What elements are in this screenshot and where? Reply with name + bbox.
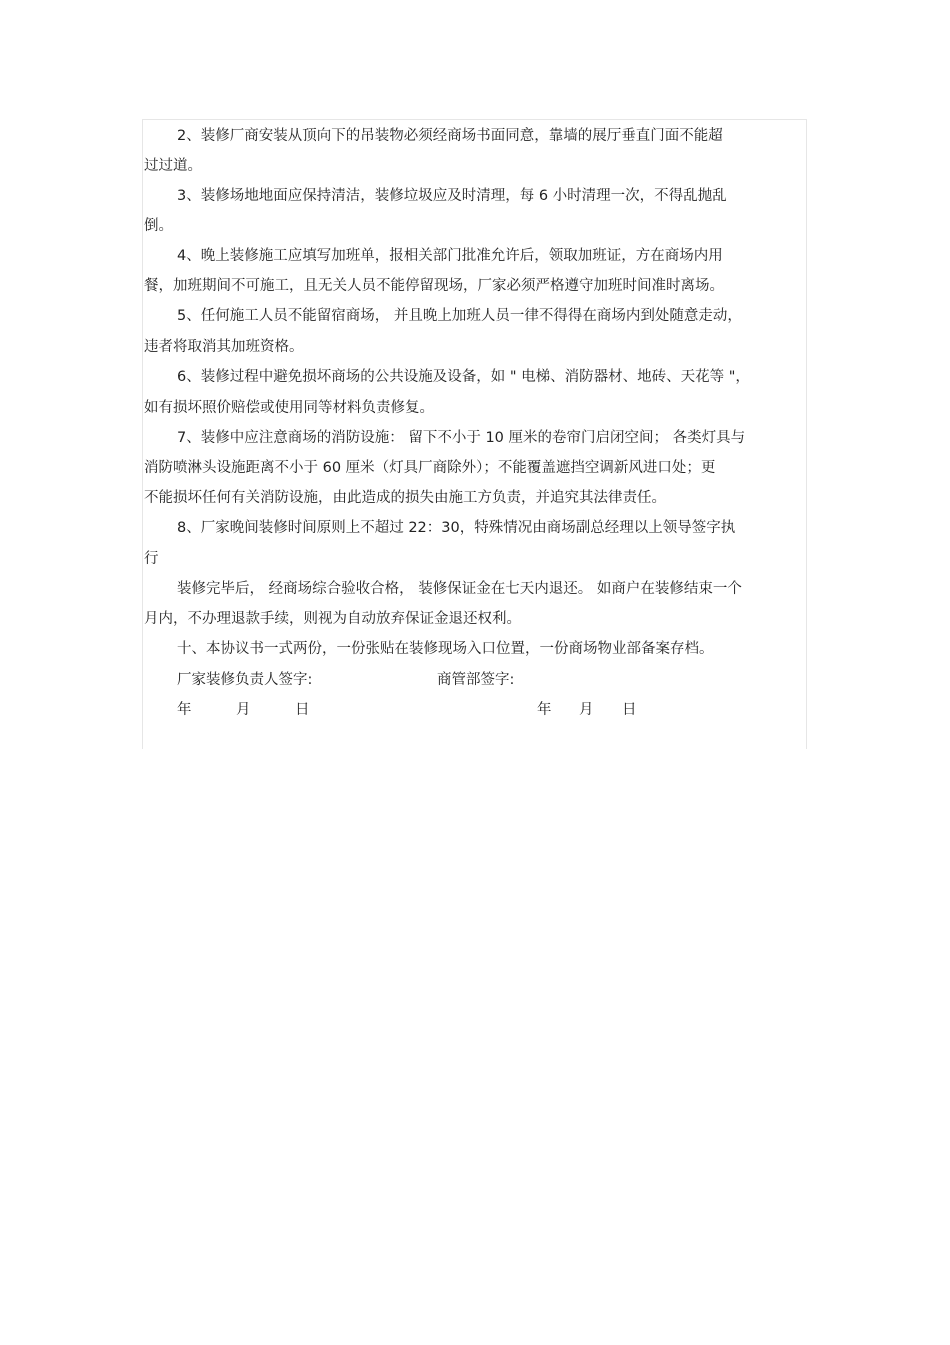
paragraph-2-line-1: 2、装修厂商安装从顶向下的吊装物必须经商场书面同意，靠墙的展厅垂直门面不能超 (177, 128, 723, 144)
paragraph-3-line-2: 倒。 (144, 218, 173, 234)
paragraph-3-line-1: 3、装修场地地面应保持清洁，装修垃圾应及时清理，每 6 小时清理一次，不得乱抛乱 (177, 188, 727, 204)
vendor-day-label: 日 (295, 702, 310, 718)
paragraph-6-line-1: 6、装修过程中避免损坏商场的公共设施及设备，如 " 电梯、消防器材、地砖、天花等 "， (177, 369, 750, 385)
paragraph-5-line-1: 5、任何施工人员不能留宿商场， 并且晚上加班人员一律不得得在商场内到处随意走动， (177, 308, 742, 324)
paragraph-2-line-2: 过过道。 (144, 158, 202, 174)
paragraph-7-line-3: 不能损坏任何有关消防设施，由此造成的损失由施工方负责，并追究其法律责任。 (144, 490, 666, 506)
paragraph-7-line-1: 7、装修中应注意商场的消防设施： 留下不小于 10 厘米的卷帘门启闭空间； 各类灯具与 (177, 430, 746, 446)
paragraph-10-line-1: 十、本协议书一式两份，一份张贴在装修现场入口位置，一份商场物业部备案存档。 (177, 641, 714, 657)
mall-signature-label: 商管部签字: (437, 672, 515, 688)
paragraph-4-line-2: 餐，加班期间不可施工，且无关人员不能停留现场，厂家必须严格遵守加班时间准时离场。 (144, 278, 724, 294)
paragraph-7-line-2: 消防喷淋头设施距离不小于 60 厘米（灯具厂商除外）；不能覆盖遮挡空调新风进口处；更 (144, 460, 716, 476)
vendor-year-label: 年 (177, 702, 192, 718)
paragraph-8-line-1: 8、厂家晚间装修时间原则上不超过 22：30，特殊情况由商场副总经理以上领导签字执 (177, 520, 736, 536)
vendor-month-label: 月 (236, 702, 251, 718)
paragraph-9-line-1: 装修完毕后， 经商场综合验收合格， 装修保证金在七天内退还。 如商户在装修结束一个 (177, 581, 742, 597)
paragraph-8-line-2: 行 (144, 551, 159, 567)
paragraph-5-line-2: 违者将取消其加班资格。 (144, 339, 304, 355)
mall-month-label: 月 (579, 702, 594, 718)
paragraph-6-line-2: 如有损坏照价赔偿或使用同等材料负责修复。 (144, 400, 434, 416)
paragraph-4-line-1: 4、晚上装修施工应填写加班单，报相关部门批准允许后，领取加班证，方在商场内用 (177, 248, 723, 264)
mall-year-label: 年 (537, 702, 552, 718)
vendor-signature-label: 厂家装修负责人签字: (177, 672, 313, 688)
paragraph-9-line-2: 月内，不办理退款手续，则视为自动放弃保证金退还权利。 (144, 611, 521, 627)
mall-day-label: 日 (622, 702, 637, 718)
